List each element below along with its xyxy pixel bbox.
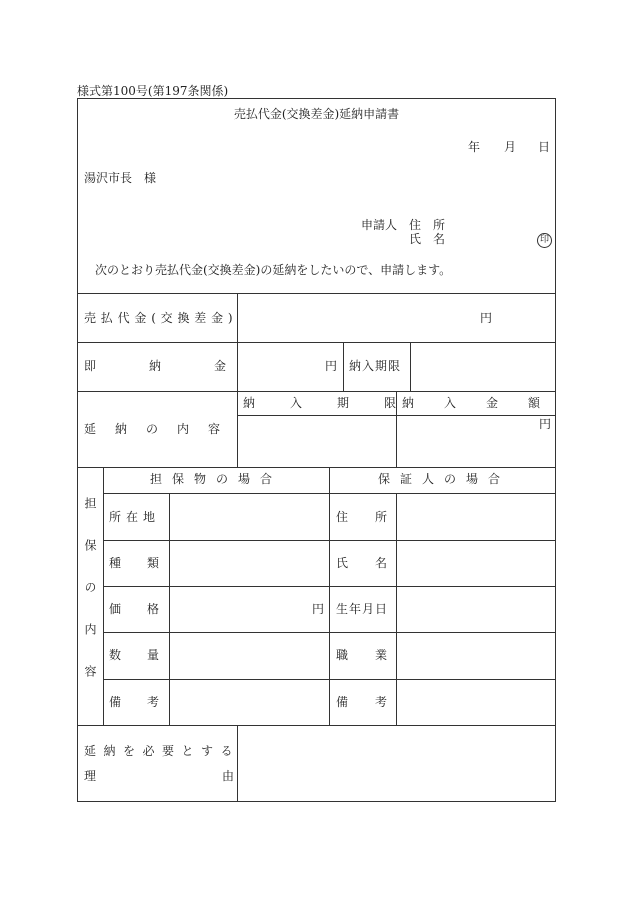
sale-price-unit: 円 — [480, 311, 493, 325]
form-border-left — [77, 98, 78, 802]
deferral-period-header: 納入期限 — [243, 396, 432, 410]
applicant-name-label: 氏 名 — [409, 232, 446, 246]
form-border-top — [77, 98, 556, 99]
sale-price-label: 売払代金(交換差金) — [84, 311, 238, 325]
guarantor-remarks-label: 備考 — [336, 695, 415, 709]
collateral-quantity-label: 数量 — [109, 648, 186, 662]
applicant-address-label: 住 所 — [409, 218, 446, 232]
collateral-remarks-label: 備考 — [109, 695, 186, 709]
immediate-payment-unit: 円 — [325, 359, 338, 373]
immediate-payment-label: 即納金 — [84, 359, 280, 373]
seal-mark: 印 — [537, 233, 552, 248]
applicant-label: 申請人 — [361, 218, 398, 232]
reason-label-line1: 延納を必要とする — [84, 744, 241, 758]
date-year-label: 年 — [468, 140, 481, 154]
date-month-label: 月 — [504, 140, 517, 154]
collateral-price-label: 価格 — [109, 602, 186, 616]
form-border-bottom — [77, 801, 556, 802]
form-border-right — [555, 98, 556, 802]
application-statement: 次のとおり売払代金(交換差金)の延納をしたいので、申請します。 — [95, 263, 452, 277]
collateral-header: 担保物の場合 — [150, 472, 283, 486]
reason-label-line2: 理由 — [84, 769, 361, 783]
deferral-amount-unit: 円 — [539, 417, 552, 431]
security-label-vertical: 担保の内容 — [83, 497, 97, 707]
date-day-label: 日 — [538, 140, 551, 154]
collateral-price-unit: 円 — [312, 602, 325, 616]
guarantor-name-label: 氏名 — [336, 556, 415, 570]
collateral-type-label: 種類 — [109, 556, 186, 570]
form-number: 様式第100号(第197条関係) — [77, 84, 229, 98]
payment-deadline-label: 納入期限 — [349, 359, 402, 373]
collateral-location-label: 所在地 — [109, 510, 161, 524]
guarantor-header: 保証人の場合 — [378, 472, 511, 486]
guarantor-address-label: 住所 — [336, 510, 415, 524]
addressee: 湯沢市長 様 — [84, 171, 157, 185]
security-label — [84, 497, 96, 707]
guarantor-birthdate-label: 生年月日 — [336, 602, 389, 616]
deferral-amount-header: 納入金額 — [402, 396, 571, 410]
document-title: 売払代金(交換差金)延納申請書 — [233, 107, 400, 121]
deferral-content-label: 延納の内容 — [84, 422, 240, 436]
guarantor-occupation-label: 職業 — [336, 648, 415, 662]
